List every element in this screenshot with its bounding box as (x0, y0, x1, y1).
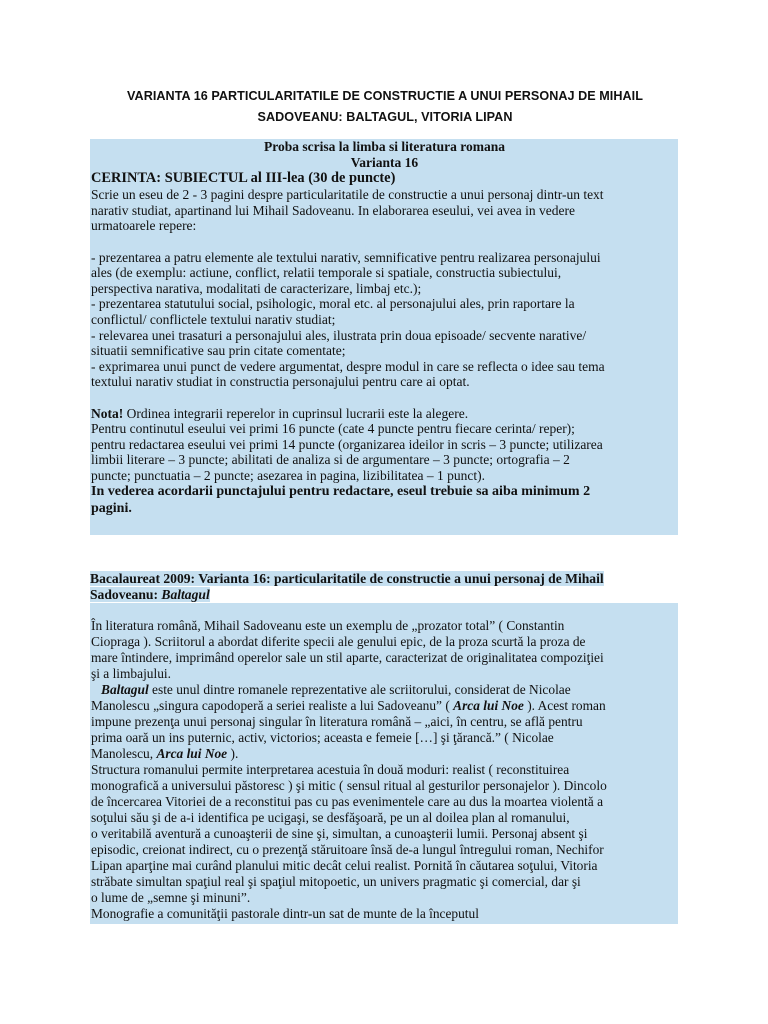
essay-title-text: Sadoveanu: (90, 587, 162, 603)
note-line: limbii literare – 3 puncte; abilitati de analiza si de argumentare – 3 puncte; ortografia – 2 (91, 452, 570, 468)
essay-line: de încercarea Vitoriei de a reconstitui pas cu pas evenimentele care au dus la moartea violentă a (91, 794, 604, 809)
essay-line: Monografie a comunităţii pastorale dintr-un sat de munte de la începutul (91, 906, 479, 921)
criteria-line: - prezentarea a patru elemente ale textului narativ, semnificative pentru realizarea personajului (91, 249, 601, 265)
essay-line: episodic, creionat indirect, cu o prezenţă stăruitoare însă de-a lungul întregului roman, Nechifor (91, 842, 604, 857)
essay-line (91, 682, 678, 698)
criteria-line: textului narativ studiat in constructia personajului pentru care ai optat. (91, 374, 470, 390)
essay-title-line (90, 587, 680, 603)
essay-text: este unul dintre romanele reprezentative ale scriitorului, considerat de Nicolae (148, 682, 571, 697)
essay-title (90, 571, 680, 604)
essay-line: impune prezenţa unui personaj singular în literatura română – „aici, în centru, se află pentru (91, 714, 583, 729)
criteria-line: - exprimarea unui punct de vedere argumentat, despre modul in care se reflecta o idee sau tema (91, 358, 605, 374)
criteria-line: - relevarea unei trasaturi a personajului ales, ilustrata prin doua episoade/ secvente narative/ (91, 327, 587, 343)
essay-line (91, 698, 678, 714)
essay-line: Ciopraga ). Scriitorul a abordat diferite specii ale genului epic, de la proza scurtă la proza de (91, 634, 586, 649)
essay-title-text: Bacalaureat 2009: Varianta 16: particularitatile de constructie a unui personaj de Mihail (90, 571, 604, 586)
book-title: Arca lui Noe (453, 698, 524, 713)
intro-line: urmatoarele repere: (91, 218, 197, 234)
essay-line: străbate simultan spaţiul real şi spaţiul mitopoetic, un univers pragmatic şi comercial, dar şi (91, 874, 581, 889)
essay-text: Manolescu „singura capodoperă a seriei realiste a lui Sadoveanu” ( (91, 698, 454, 713)
criteria-line: conflictul/ conflictele textului narativ studiat; (91, 311, 336, 327)
essay-line (91, 746, 678, 762)
note-line: Pentru continutul eseului vei primi 16 puncte (cate 4 puncte pentru fiecare cerinta/ reper); (91, 421, 575, 437)
essay-title-line (90, 571, 680, 587)
essay-line: soţului său şi de a-i identifica pe ucigaşi, se desfăşoară, pe un al doilea plan al romanului, (91, 810, 570, 825)
essay-line: şi a limbajului. (91, 666, 171, 681)
final-requirement-line: pagini. (91, 501, 132, 517)
novel-title: Baltagul (101, 682, 149, 697)
essay-line: o lume de „semne şi minuni”. (91, 890, 251, 905)
intro-line: narativ studiat, apartinand lui Mihail Sadoveanu. In elaborarea eseului, vei avea in vedere (91, 202, 575, 218)
final-requirement-line: In vederea acordarii punctajului pentru redactare, eseul trebuie sa aiba minimum 2 (91, 484, 591, 500)
document-title-line: VARIANTA 16 PARTICULARITATILE DE CONSTRUCTIE A UNUI PERSONAJ DE MIHAIL (127, 89, 643, 103)
essay-line: Lipan aparţine mai curând planului mitic decât celui realist. Pornită în căutarea soţului, Vitoria (91, 858, 598, 873)
criteria-line: ales (de exemplu: actiune, conflict, relatii temporale si spatiale, constructia subiectului, (91, 265, 562, 281)
essay-body-box (90, 603, 678, 924)
criteria-line: - prezentarea statutului social, psihologic, moral etc. al personajului ales, prin raportare la (91, 296, 575, 312)
document-title (90, 86, 680, 128)
note-line (91, 406, 678, 422)
exam-header: Proba scrisa la limba si literatura romana (264, 139, 505, 154)
intro-line: Scrie un eseu de 2 - 3 pagini despre particularitatile de constructie a unui personaj dintr-un text (91, 187, 604, 203)
essay-line: prima oară un ins puternic, activ, victorios; aceasta e femeie […] şi ţărancă.” ( Nicolae (91, 730, 554, 745)
note-line: puncte; punctuatia – 2 puncte; asezarea in pagina, lizibilitatea – 1 punct). (91, 467, 485, 483)
essay-line: mare întindere, imprimând operelor sale un stil aparte, caracterizat de originalitatea compoziţiei (91, 650, 604, 665)
essay-title-novel: Baltagul (161, 587, 210, 603)
criteria-line: situatii semnificative sau prin citate comentate; (91, 343, 346, 359)
essay-line: Structura romanului permite interpretarea acestuia în două moduri: realist ( reconstituirea (91, 762, 570, 777)
essay-text: ). Acest roman (523, 698, 606, 713)
criteria-line: perspectiva narativa, modalitati de caracterizare, limbaj etc.); (91, 280, 422, 296)
exam-requirements-box (90, 139, 678, 535)
document-title-line: SADOVEANU: BALTAGUL, VITORIA LIPAN (257, 110, 513, 124)
essay-line: În literatura română, Mihail Sadoveanu este un exemplu de „prozator total” ( Constantin (91, 618, 565, 633)
essay-line: o veritabilă aventură a cunoaşterii de sine şi, simultan, a cunoaşterii lumii. Personaj absent şi (91, 826, 588, 841)
note-line: pentru redactarea eseului vei primi 14 puncte (organizarea ideilor in scris – 3 puncte; utilizarea (91, 436, 603, 452)
essay-text: ). (227, 746, 239, 761)
requirement-title: CERINTA: SUBIECTUL al III-lea (30 de puncte) (91, 170, 396, 187)
note-text: Ordinea integrarii reperelor in cuprinsul lucrarii este la alegere. (123, 405, 469, 421)
essay-text: Manolescu, (91, 746, 157, 761)
note-label: Nota! (91, 405, 124, 421)
essay-line: monografică a universului păstoresc ) şi mitic ( sensul ritual al gesturilor personajelor ). Dincolo (91, 778, 607, 793)
book-title: Arca lui Noe (156, 746, 228, 761)
exam-variant: Varianta 16 (350, 154, 419, 170)
